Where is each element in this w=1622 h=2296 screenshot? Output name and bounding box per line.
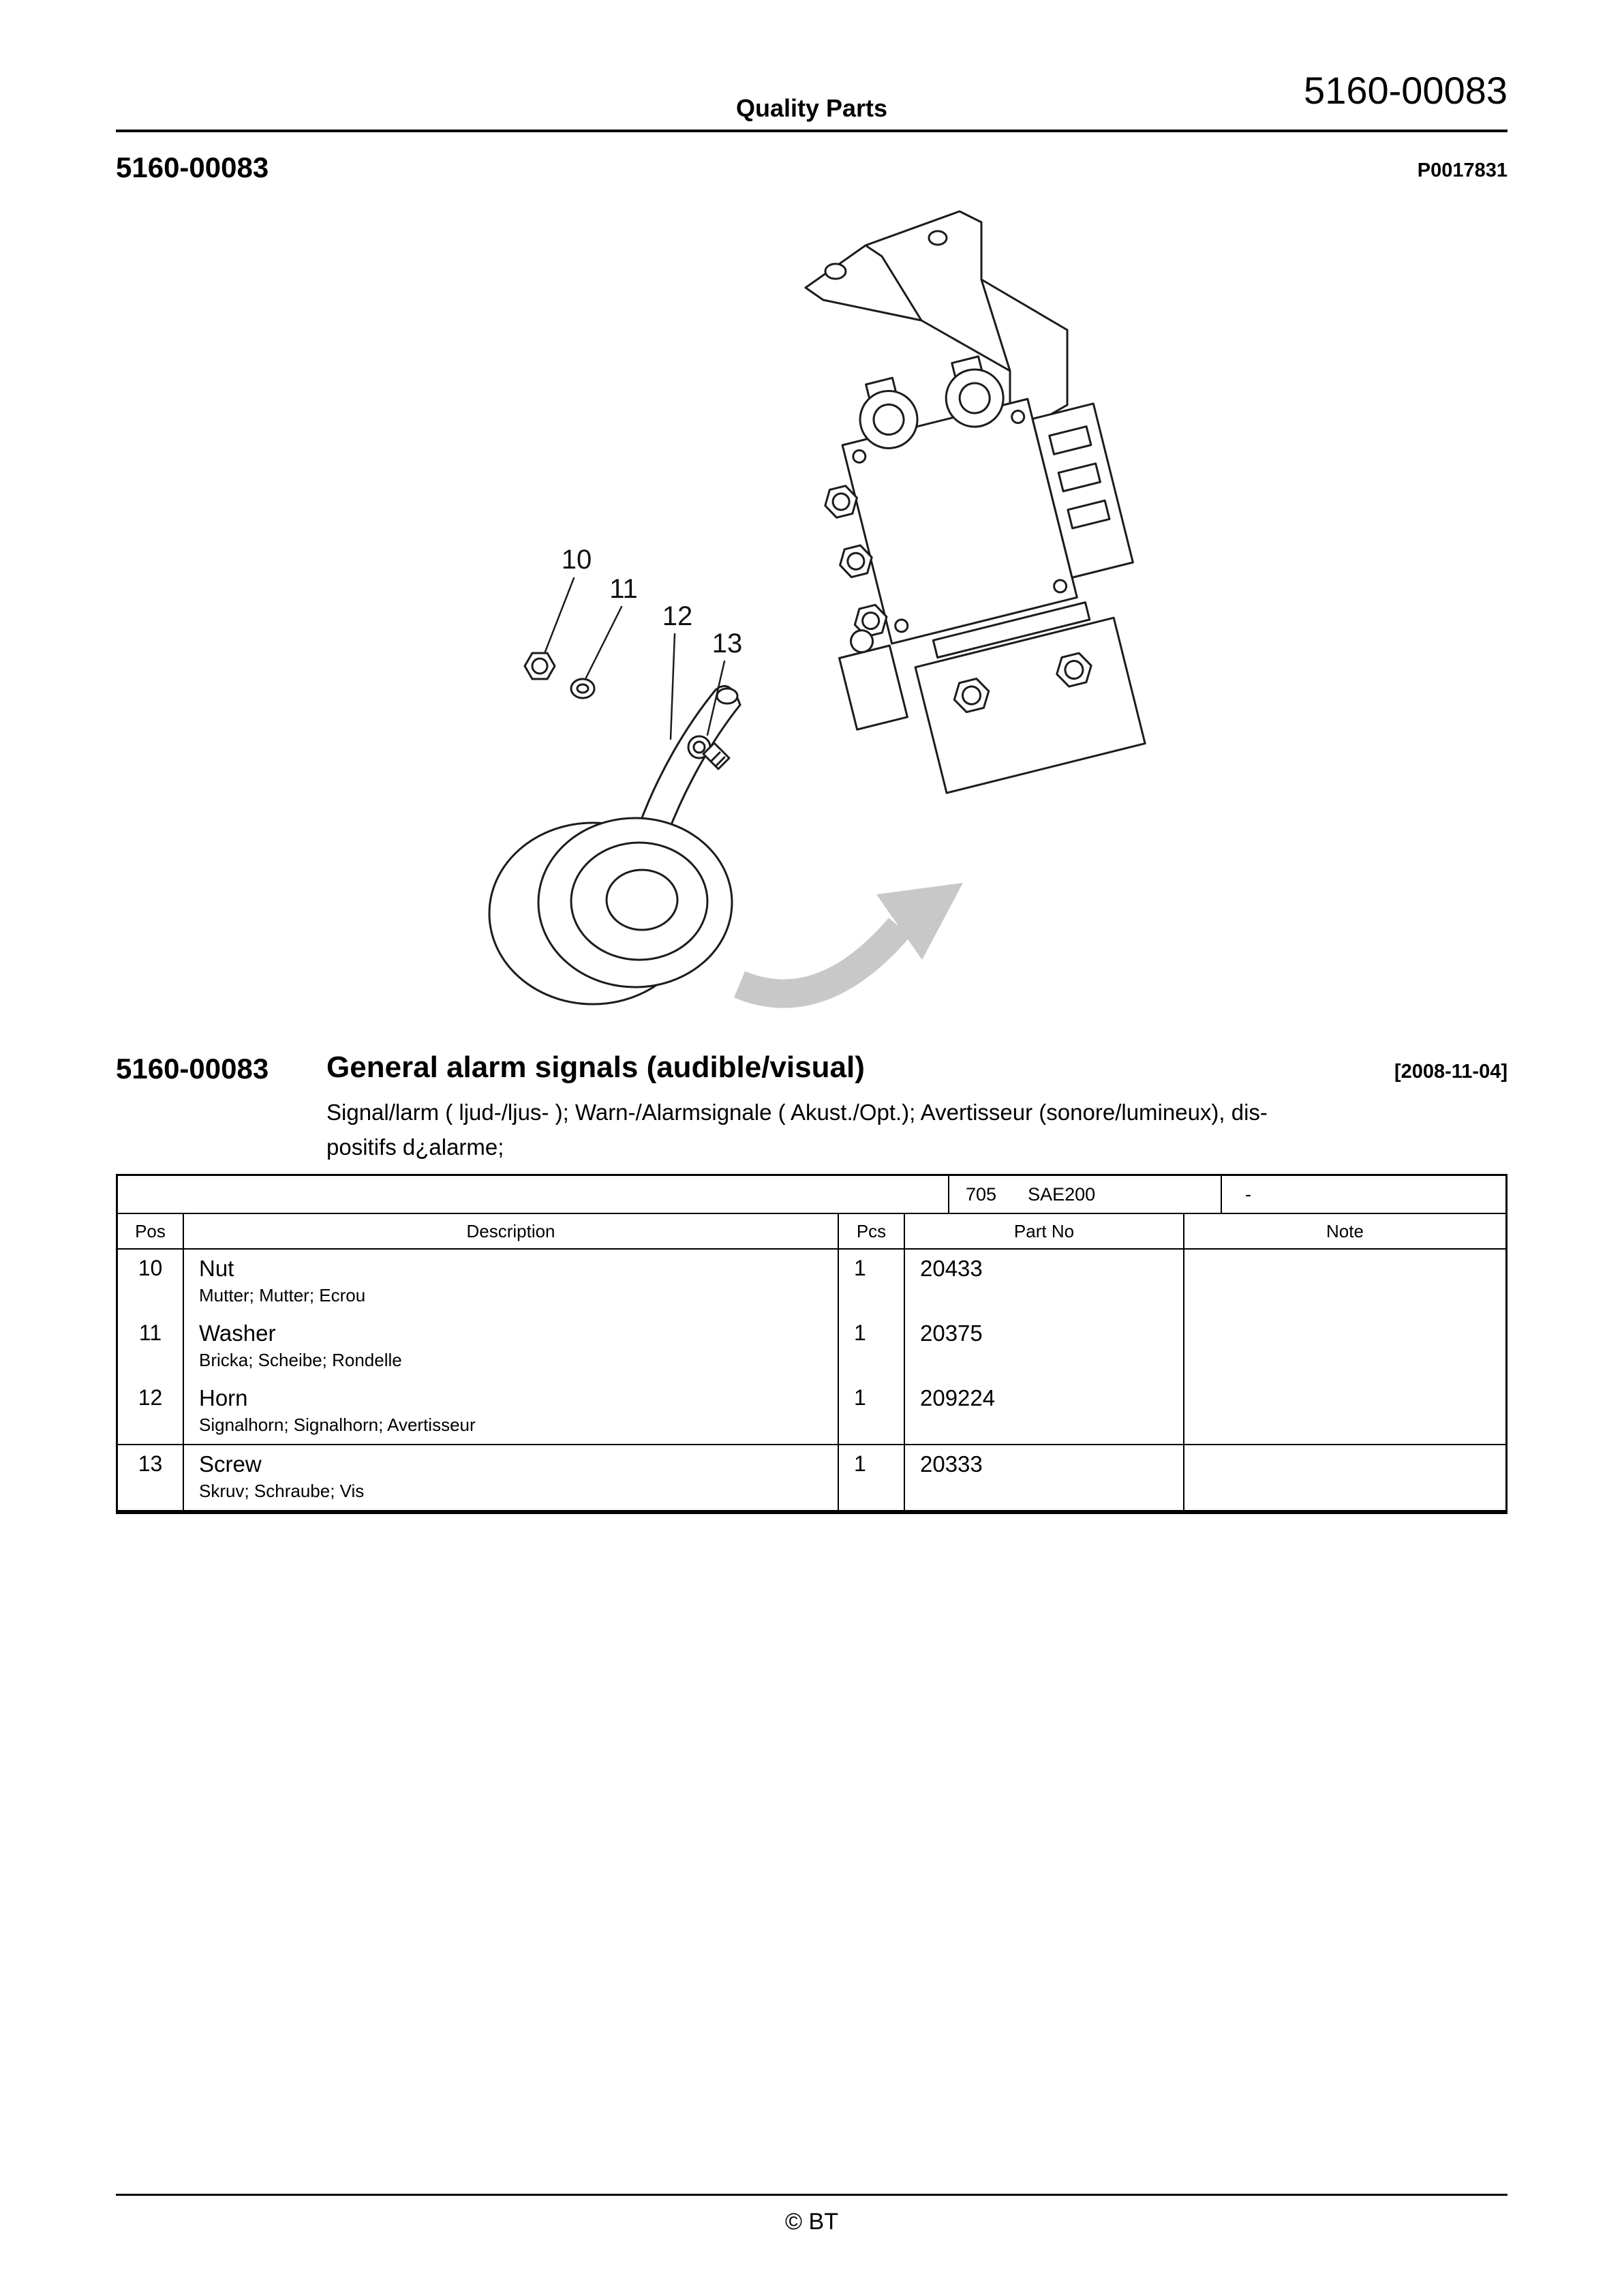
row-description-translations: Mutter; Mutter; Ecrou	[199, 1285, 366, 1305]
header-description: Description	[184, 1214, 839, 1248]
row-part-no: 209224	[905, 1379, 1184, 1444]
row-pcs: 1	[839, 1250, 905, 1314]
subheader-doc-number: 5160-00083	[116, 151, 269, 183]
section-body	[326, 1053, 1394, 1164]
model-row-model-cell	[949, 1176, 1222, 1213]
row-note	[1184, 1445, 1505, 1510]
row-pos: 11	[118, 1314, 184, 1379]
row-description	[184, 1314, 839, 1379]
table-header-row	[118, 1214, 1505, 1250]
row-description-name: Nut	[199, 1256, 234, 1281]
header-pos: Pos	[118, 1214, 184, 1248]
direction-arrow	[739, 883, 963, 994]
row-description-translations: Bricka; Scheibe; Rondelle	[199, 1350, 402, 1370]
page-header-doc-number: 5160-00083	[1304, 69, 1508, 112]
row-description	[184, 1250, 839, 1314]
row-pcs: 1	[839, 1314, 905, 1379]
washer-drawing	[571, 679, 594, 698]
header-rule	[116, 130, 1508, 132]
table-row	[118, 1444, 1505, 1510]
row-pos: 12	[118, 1379, 184, 1444]
section-title: General alarm signals (audible/visual)	[326, 1051, 865, 1084]
row-description	[184, 1379, 839, 1444]
section-subtitle	[326, 1095, 1394, 1164]
callout-11: 11	[609, 574, 638, 604]
row-note	[1184, 1379, 1505, 1444]
callout-10: 10	[561, 545, 592, 575]
section-date: [2008-11-04]	[1394, 1061, 1508, 1083]
model-code: 705	[966, 1183, 997, 1205]
row-pcs: 1	[839, 1379, 905, 1444]
header-note: Note	[1326, 1220, 1364, 1241]
row-pos: 13	[118, 1445, 184, 1510]
row-pos: 10	[118, 1250, 184, 1314]
row-pcs: 1	[839, 1445, 905, 1510]
table-row	[118, 1314, 1505, 1379]
parts-table	[116, 1174, 1508, 1514]
model-row	[118, 1176, 1505, 1214]
model-row-empty-cell	[118, 1176, 949, 1213]
nut-drawing	[525, 653, 555, 679]
section-subtitle-line2: positifs d¿alarme;	[326, 1134, 504, 1160]
callout-12: 12	[662, 601, 693, 631]
row-description-name: Horn	[199, 1385, 248, 1410]
section-id: 5160-00083	[116, 1053, 269, 1085]
header-pcs: Pcs	[839, 1214, 905, 1248]
row-description-name: Washer	[199, 1320, 276, 1346]
footer-copyright: © BT	[785, 2209, 838, 2235]
subheader-figure-ref: P0017831	[1417, 160, 1508, 181]
section-subtitle-line1: Signal/larm ( ljud-/ljus- ); Warn-/Alarmsignale ( Akust./Opt.); Avertisseur (sonore/lumineux), dis-	[326, 1100, 1268, 1125]
table-row	[118, 1379, 1505, 1444]
footer-rule	[116, 2194, 1508, 2196]
screw-drawing	[688, 736, 729, 769]
row-note	[1184, 1314, 1505, 1379]
model-variant: SAE200	[1028, 1183, 1096, 1205]
table-row	[118, 1250, 1505, 1314]
row-description-translations: Signalhorn; Signalhorn; Avertisseur	[199, 1415, 476, 1435]
row-part-no: 20333	[905, 1445, 1184, 1510]
row-part-no: 20375	[905, 1314, 1184, 1379]
row-description	[184, 1445, 839, 1510]
row-part-no: 20433	[905, 1250, 1184, 1314]
callout-13: 13	[711, 629, 743, 659]
contactor-assembly-drawing	[777, 332, 1176, 810]
page-header-title: Quality Parts	[735, 94, 888, 122]
horn-drawing	[489, 686, 740, 1004]
row-description-translations: Skruv; Schraube; Vis	[199, 1481, 365, 1501]
exploded-view-figure	[116, 199, 1508, 1058]
row-note	[1184, 1250, 1505, 1314]
row-description-name: Screw	[199, 1451, 262, 1477]
section-heading	[116, 1053, 1508, 1164]
model-row-serial-cell: -	[1245, 1183, 1251, 1205]
header-part-no: Part No	[905, 1214, 1184, 1248]
